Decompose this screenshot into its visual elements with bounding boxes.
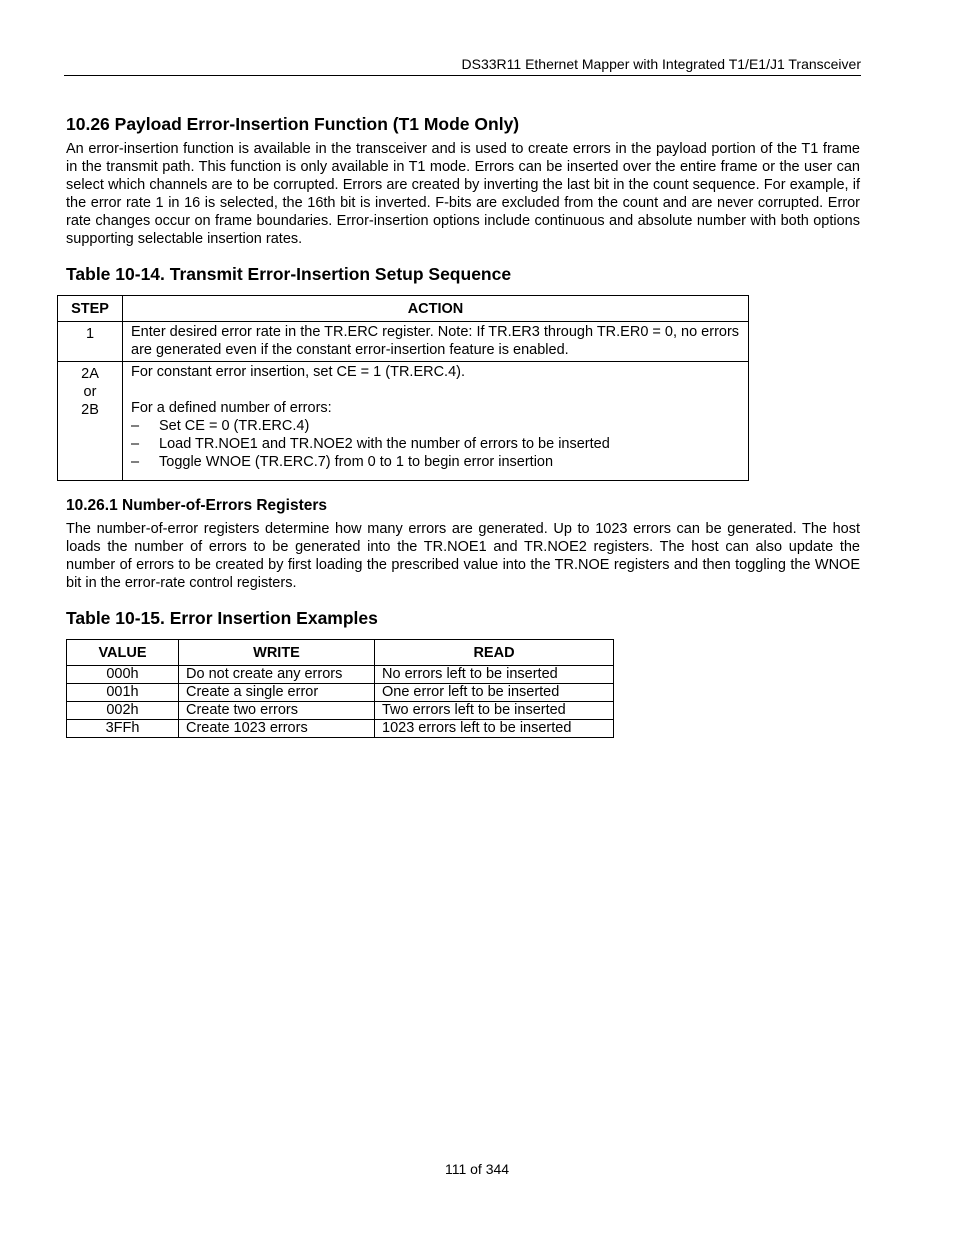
dash-bullet: –: [131, 418, 140, 434]
constant-insertion-text: For constant error insertion, set CE = 1 (TR.ERC.4).: [131, 364, 466, 380]
dash-bullet: –: [131, 436, 140, 452]
step-cell: [58, 362, 123, 481]
section-heading: 10.26 Payload Error-Insertion Function (T1 Mode Only): [66, 114, 520, 134]
action-cell: Enter desired error rate in the TR.ERC register. Note: If TR.ER3 through TR.ER0 = 0, no errors are generated even if the constant error-insertion feature is enabled.: [123, 322, 749, 362]
defined-errors-text: For a defined number of errors:: [131, 400, 332, 416]
list-item-text: Load TR.NOE1 and TR.NOE2 with the number of errors to be inserted: [159, 436, 610, 452]
value-cell: 000h: [67, 666, 179, 684]
error-insertion-examples-table: [66, 639, 614, 738]
table-row: [67, 702, 614, 720]
list-item: [131, 435, 740, 453]
table-row: [67, 666, 614, 684]
blank-line: [131, 381, 740, 399]
list-item-text: Set CE = 0 (TR.ERC.4): [159, 418, 310, 434]
column-header-step: STEP: [58, 296, 123, 322]
page-number: 111 of 344: [444, 1161, 510, 1177]
table-header-row: [58, 296, 749, 322]
read-cell: 1023 errors left to be inserted: [375, 720, 614, 738]
table1-title: Table 10-14. Transmit Error-Insertion Setup Sequence: [66, 264, 512, 284]
write-cell: Create two errors: [179, 702, 375, 720]
header-rule: [64, 75, 861, 76]
value-cell: 002h: [67, 702, 179, 720]
table-row: [67, 684, 614, 702]
table-row: [67, 720, 614, 738]
subsection-heading: 10.26.1 Number-of-Errors Registers: [66, 497, 328, 514]
read-cell: Two errors left to be inserted: [375, 702, 614, 720]
read-cell: One error left to be inserted: [375, 684, 614, 702]
write-cell: Create 1023 errors: [179, 720, 375, 738]
action-cell: [123, 362, 749, 481]
value-cell: 001h: [67, 684, 179, 702]
dash-bullet: –: [131, 454, 140, 470]
step-cell: 1: [58, 322, 123, 362]
table-row: [58, 362, 749, 481]
step-label: 2B: [81, 402, 99, 418]
table-row: [58, 322, 749, 362]
page-content: [66, 114, 860, 738]
section-paragraph: An error-insertion function is available in the transceiver and is used to create errors in the payload portion of the T1 frame in the transmit path. This function is only available in T1 mode. Errors can be inserted over the entire frame or the user can select which channels are to be corrupted. Errors are created by inverting the last bit in the count sequence. For example, if the error rate 1 in 16 is selected, the 16th bit is inverted. F-bits are excluded from the count and are never corrupted. Error rate changes occur on frame boundaries. Error-insertion options include continuous and absolute number with both options supporting selectable insertion rates.: [66, 141, 860, 247]
write-cell: Do not create any errors: [179, 666, 375, 684]
column-header-value: VALUE: [67, 640, 179, 666]
list-item: [131, 453, 740, 471]
read-cell: No errors left to be inserted: [375, 666, 614, 684]
list-item-text: Toggle WNOE (TR.ERC.7) from 0 to 1 to begin error insertion: [159, 454, 554, 470]
write-cell: Create a single error: [179, 684, 375, 702]
step-label: 2A: [81, 366, 99, 382]
setup-sequence-table: [57, 295, 749, 481]
step-label: or: [83, 384, 97, 400]
value-cell: 3FFh: [67, 720, 179, 738]
column-header-action: ACTION: [123, 296, 749, 322]
running-header: DS33R11 Ethernet Mapper with Integrated T1/E1/J1 Transceiver: [461, 56, 861, 72]
column-header-read: READ: [375, 640, 614, 666]
table-header-row: [67, 640, 614, 666]
column-header-write: WRITE: [179, 640, 375, 666]
subsection-paragraph: The number-of-error registers determine how many errors are generated. Up to 1023 errors can be generated. The host loads the number of errors to be generated into the TR.NOE1 and TR.NOE2 registers. The host can also update the number of errors to be created by first loading the prescribed value into the TR.NOE registers and then toggling the WNOE bit in the error-rate control registers.: [66, 521, 860, 591]
list-item: [131, 417, 740, 435]
table2-title: Table 10-15. Error Insertion Examples: [66, 608, 378, 628]
